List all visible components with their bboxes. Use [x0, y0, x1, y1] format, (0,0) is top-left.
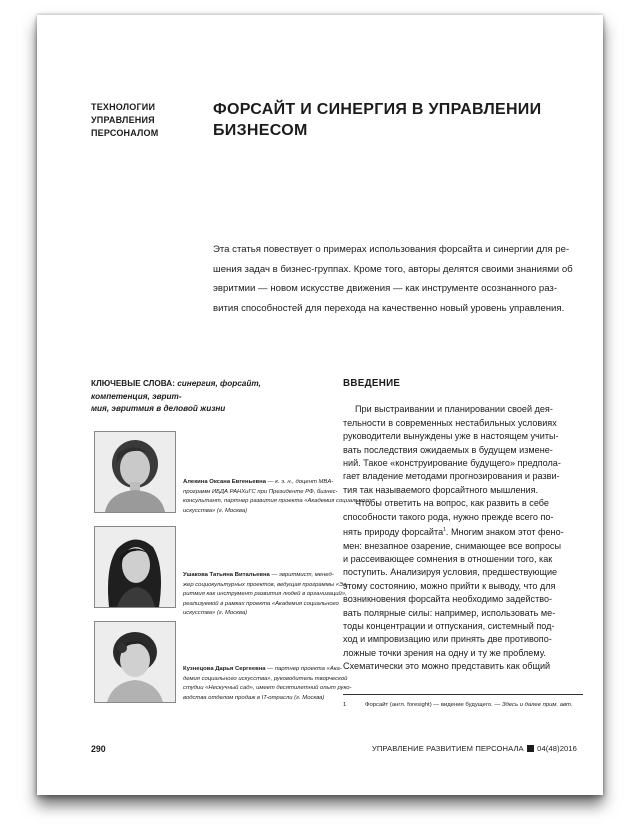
title-line: БИЗНЕСОМ [213, 122, 308, 139]
body-line: вать последствия ожидаемых в будущем измене- [343, 444, 553, 455]
journal-issue: 04(48)2016 [537, 744, 577, 753]
section-label-line: ТЕХНОЛОГИИ [91, 102, 156, 112]
author-desc: консультант, партнер развития проекта «Академия социального [183, 498, 372, 505]
body-line: ний. Такое «конструирование будущего» предпола- [343, 458, 561, 469]
body-line: тия так называемого форсайтного мышления. [343, 484, 539, 495]
author-desc: реализуемой в рамках проекта «Академия социального [183, 600, 339, 607]
author-photo-kuznetsova [94, 621, 176, 703]
section-label-line: ПЕРСОНАЛОМ [91, 128, 159, 138]
body-text: . Многим знаком этот фено- [445, 527, 564, 538]
body-line: гает владение методами прогнозирования и разви- [343, 471, 560, 482]
keywords [91, 378, 319, 416]
abstract-line: Эта статья повествует о примерах использования форсайта и синергии для ре- [213, 244, 570, 255]
footnote-number: 1 [343, 702, 347, 708]
author-desc: — партнер проекта «Ака- [265, 666, 342, 672]
author-info [183, 571, 361, 619]
author-info [183, 478, 372, 516]
body-line: руководители вынуждены уже в настоящем учиты- [343, 431, 559, 442]
body-line: поступить. Анализируя условия, предшествующие [343, 567, 558, 578]
abstract-line: вития способностей для перехода на качественно новый уровень управления. [213, 302, 565, 314]
body-line [343, 524, 583, 539]
section-label-line: УПРАВЛЕНИЯ [91, 115, 155, 125]
body-line: ложные точки зрения на одну и ту же проблему. [343, 647, 546, 658]
author-desc: водства отделом продаж в IT-отрасли (г. Москва) [183, 694, 325, 701]
title-line: ФОРСАЙТ И СИНЕРГИЯ В УПРАВЛЕНИИ [213, 101, 542, 118]
author-info [183, 665, 361, 703]
intro-section [343, 377, 583, 674]
author-desc: — к. э. н., доцент MBA- [265, 479, 334, 485]
footnote-ref: 1 [443, 527, 446, 534]
author-desc: — эвритмист, менед- [269, 572, 334, 578]
keywords-value: мия, эвритмия в деловой жизни [91, 404, 226, 413]
author-desc: программ ИБДА РАНХиГС при Президенте РФ, бизнес- [183, 488, 338, 495]
body-line: мен: внезапное озарение, снимающее все вопросы [343, 540, 561, 551]
footnote-note: Здесь и далее прим. авт. [501, 702, 573, 708]
journal-page [37, 15, 603, 795]
keywords-value: синергия, форсайт, компетенция, эврит- [91, 379, 261, 401]
keywords-label: КЛЮЧЕВЫЕ СЛОВА: [91, 379, 175, 388]
author-name: Кузнецова Дарья Сергеевна [183, 666, 266, 672]
journal-footer [372, 744, 577, 753]
page-number: 290 [91, 744, 106, 754]
author-desc: студии «Нескучный сад», имеет десятилетний опыт руко- [183, 685, 352, 692]
author-photo-alekina [94, 431, 176, 513]
footnote-text: Форсайт (англ. foresight) — видение будущего. — [365, 702, 502, 708]
author-name: Алекина Оксана Евгеньевна [183, 479, 266, 485]
author-desc: жер социокультурных проектов, ведущая программы «Эв- [183, 581, 349, 588]
author-desc: ритмия как инструмент развития людей в организаций», [183, 591, 347, 598]
body-line: тельности в современных нестабильных условиях [343, 417, 557, 428]
body-text: нять природу форсайта [343, 527, 444, 538]
square-icon [527, 745, 534, 752]
body-line: ход и импровизацию или принять две противопо- [343, 634, 552, 645]
footnote-divider [343, 694, 583, 695]
abstract [213, 240, 591, 318]
article-title [213, 99, 573, 141]
body-line: вать полярные силы: например, использовать ме- [343, 607, 556, 618]
section-label [91, 101, 201, 140]
intro-heading: ВВЕДЕНИЕ [343, 378, 401, 389]
abstract-line: шения задач в бизнес-группах. Кроме того, авторы делятся своими знаниями об [213, 263, 573, 275]
body-line: и рассеивающее сомнения в отношении того, как [343, 553, 553, 564]
author-name: Ушакова Татьяна Витальевна [183, 572, 270, 578]
body-line: способности такого рода, нужно прежде всего по- [343, 511, 554, 522]
author-desc: демия социального искусства», руководитель творческой [183, 675, 348, 682]
body-line: тоды концентрации и отпускания, системный под- [343, 620, 555, 631]
author-desc: искусства» (г. Москва) [183, 610, 248, 617]
abstract-line: эвритмии — новом искусстве движения — как инструменте осознанного раз- [213, 283, 558, 294]
journal-name: УПРАВЛЕНИЕ РАЗВИТИЕМ ПЕРСОНАЛА [371, 744, 524, 753]
footnote [343, 701, 593, 709]
body-line: Схематически это можно представить как общий [343, 661, 551, 672]
body-line: Чтобы ответить на вопрос, как развить в себе [355, 498, 549, 509]
author-photo-ushakova [94, 526, 176, 608]
author-desc: искусства» (г. Москва) [183, 507, 248, 514]
body-line: возникновения форсайта необходимо задейство- [343, 594, 553, 605]
body-line: При выстраивании и планировании своей дея- [355, 404, 553, 415]
body-line: этому состоянию, можно прийти к выводу, что для [343, 580, 556, 591]
